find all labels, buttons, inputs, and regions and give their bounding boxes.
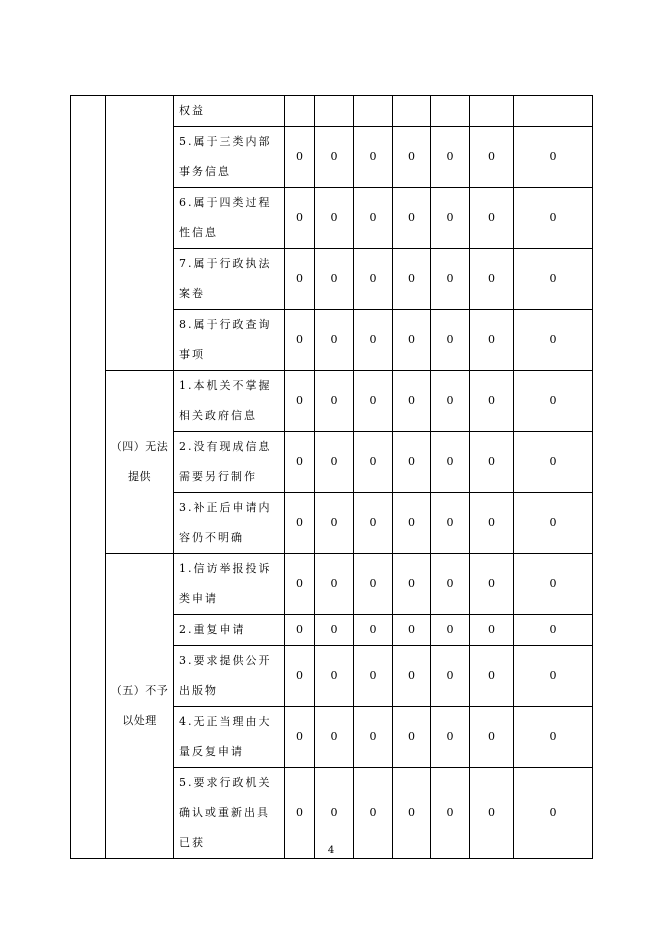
value-cell: 0 — [315, 493, 354, 554]
value-cell: 0 — [470, 493, 514, 554]
value-cell: 0 — [285, 249, 315, 310]
value-cell: 0 — [354, 432, 393, 493]
value-cell: 0 — [315, 768, 354, 859]
value-cell: 0 — [285, 188, 315, 249]
value-cell: 0 — [354, 615, 393, 646]
value-cell: 0 — [431, 646, 470, 707]
value-cell: 0 — [285, 707, 315, 768]
value-cell: 0 — [285, 310, 315, 371]
value-cell — [354, 96, 393, 127]
value-cell: 0 — [470, 127, 514, 188]
value-cell: 0 — [514, 646, 593, 707]
value-cell: 0 — [470, 188, 514, 249]
value-cell: 0 — [354, 493, 393, 554]
value-cell: 0 — [431, 432, 470, 493]
row-label: 8.属于行政查询事项 — [174, 310, 285, 371]
value-cell: 0 — [431, 554, 470, 615]
value-cell: 0 — [354, 707, 393, 768]
row-label: 6.属于四类过程性信息 — [174, 188, 285, 249]
value-cell: 0 — [315, 615, 354, 646]
value-cell: 0 — [470, 646, 514, 707]
value-cell: 0 — [431, 310, 470, 371]
row-label: 1.本机关不掌握相关政府信息 — [174, 371, 285, 432]
value-cell: 0 — [514, 249, 593, 310]
value-cell: 0 — [470, 554, 514, 615]
row-label: 3.要求提供公开出版物 — [174, 646, 285, 707]
row-label: 7.属于行政执法案卷 — [174, 249, 285, 310]
value-cell: 0 — [431, 707, 470, 768]
value-cell: 0 — [315, 249, 354, 310]
value-cell: 0 — [470, 768, 514, 859]
row-label: 3.补正后申请内容仍不明确 — [174, 493, 285, 554]
row-label: 2.没有现成信息需要另行制作 — [174, 432, 285, 493]
value-cell — [514, 96, 593, 127]
page-number: 4 — [327, 845, 335, 856]
value-cell: 0 — [470, 615, 514, 646]
table-row — [71, 96, 593, 127]
table-row — [71, 371, 593, 432]
value-cell: 0 — [354, 646, 393, 707]
value-cell: 0 — [315, 554, 354, 615]
value-cell: 0 — [285, 768, 315, 859]
value-cell: 0 — [315, 707, 354, 768]
value-cell: 0 — [514, 310, 593, 371]
value-cell — [393, 96, 431, 127]
value-cell: 0 — [393, 554, 431, 615]
value-cell: 0 — [285, 127, 315, 188]
value-cell — [431, 96, 470, 127]
value-cell — [470, 96, 514, 127]
value-cell: 0 — [393, 432, 431, 493]
value-cell: 0 — [354, 188, 393, 249]
value-cell: 0 — [393, 768, 431, 859]
value-cell: 0 — [514, 432, 593, 493]
row-label: 5.要求行政机关确认或重新出具已获 — [174, 768, 285, 859]
value-cell: 0 — [393, 707, 431, 768]
blank-column-cell — [71, 96, 106, 859]
value-cell: 0 — [393, 127, 431, 188]
row-label: 权益 — [174, 96, 285, 127]
value-cell: 0 — [514, 188, 593, 249]
table-row — [71, 554, 593, 615]
value-cell: 0 — [285, 371, 315, 432]
value-cell: 0 — [431, 188, 470, 249]
value-cell: 0 — [315, 371, 354, 432]
value-cell: 0 — [315, 310, 354, 371]
value-cell: 0 — [514, 707, 593, 768]
blank-category-cell — [106, 96, 174, 371]
value-cell: 0 — [431, 768, 470, 859]
value-cell — [315, 96, 354, 127]
row-label: 4.无正当理由大量反复申请 — [174, 707, 285, 768]
value-cell — [285, 96, 315, 127]
value-cell: 0 — [514, 371, 593, 432]
value-cell: 0 — [354, 249, 393, 310]
value-cell: 0 — [393, 371, 431, 432]
value-cell: 0 — [354, 371, 393, 432]
value-cell: 0 — [285, 493, 315, 554]
value-cell: 0 — [393, 646, 431, 707]
value-cell: 0 — [285, 615, 315, 646]
value-cell: 0 — [514, 615, 593, 646]
value-cell: 0 — [354, 310, 393, 371]
value-cell: 0 — [285, 646, 315, 707]
row-label: 5.属于三类内部事务信息 — [174, 127, 285, 188]
disclosure-table — [70, 95, 593, 859]
value-cell: 0 — [431, 615, 470, 646]
value-cell: 0 — [431, 371, 470, 432]
value-cell: 0 — [431, 493, 470, 554]
row-label: 2.重复申请 — [174, 615, 285, 646]
value-cell: 0 — [431, 249, 470, 310]
value-cell: 0 — [354, 127, 393, 188]
value-cell: 0 — [393, 310, 431, 371]
category-cell-unable-to-provide: （四）无法提供 — [106, 371, 174, 554]
value-cell: 0 — [285, 554, 315, 615]
value-cell: 0 — [315, 646, 354, 707]
value-cell: 0 — [393, 188, 431, 249]
value-cell: 0 — [285, 432, 315, 493]
value-cell: 0 — [315, 432, 354, 493]
value-cell: 0 — [315, 188, 354, 249]
value-cell: 0 — [470, 371, 514, 432]
value-cell: 0 — [514, 493, 593, 554]
value-cell: 0 — [470, 707, 514, 768]
value-cell: 0 — [393, 249, 431, 310]
value-cell: 0 — [354, 768, 393, 859]
value-cell: 0 — [514, 768, 593, 859]
value-cell: 0 — [393, 493, 431, 554]
value-cell: 0 — [514, 127, 593, 188]
row-label: 1.信访举报投诉类申请 — [174, 554, 285, 615]
value-cell: 0 — [470, 249, 514, 310]
value-cell: 0 — [315, 127, 354, 188]
value-cell: 0 — [514, 554, 593, 615]
value-cell: 0 — [431, 127, 470, 188]
value-cell: 0 — [470, 432, 514, 493]
value-cell: 0 — [354, 554, 393, 615]
category-cell-not-processed: （五）不予以处理 — [106, 554, 174, 859]
value-cell: 0 — [470, 310, 514, 371]
value-cell: 0 — [393, 615, 431, 646]
